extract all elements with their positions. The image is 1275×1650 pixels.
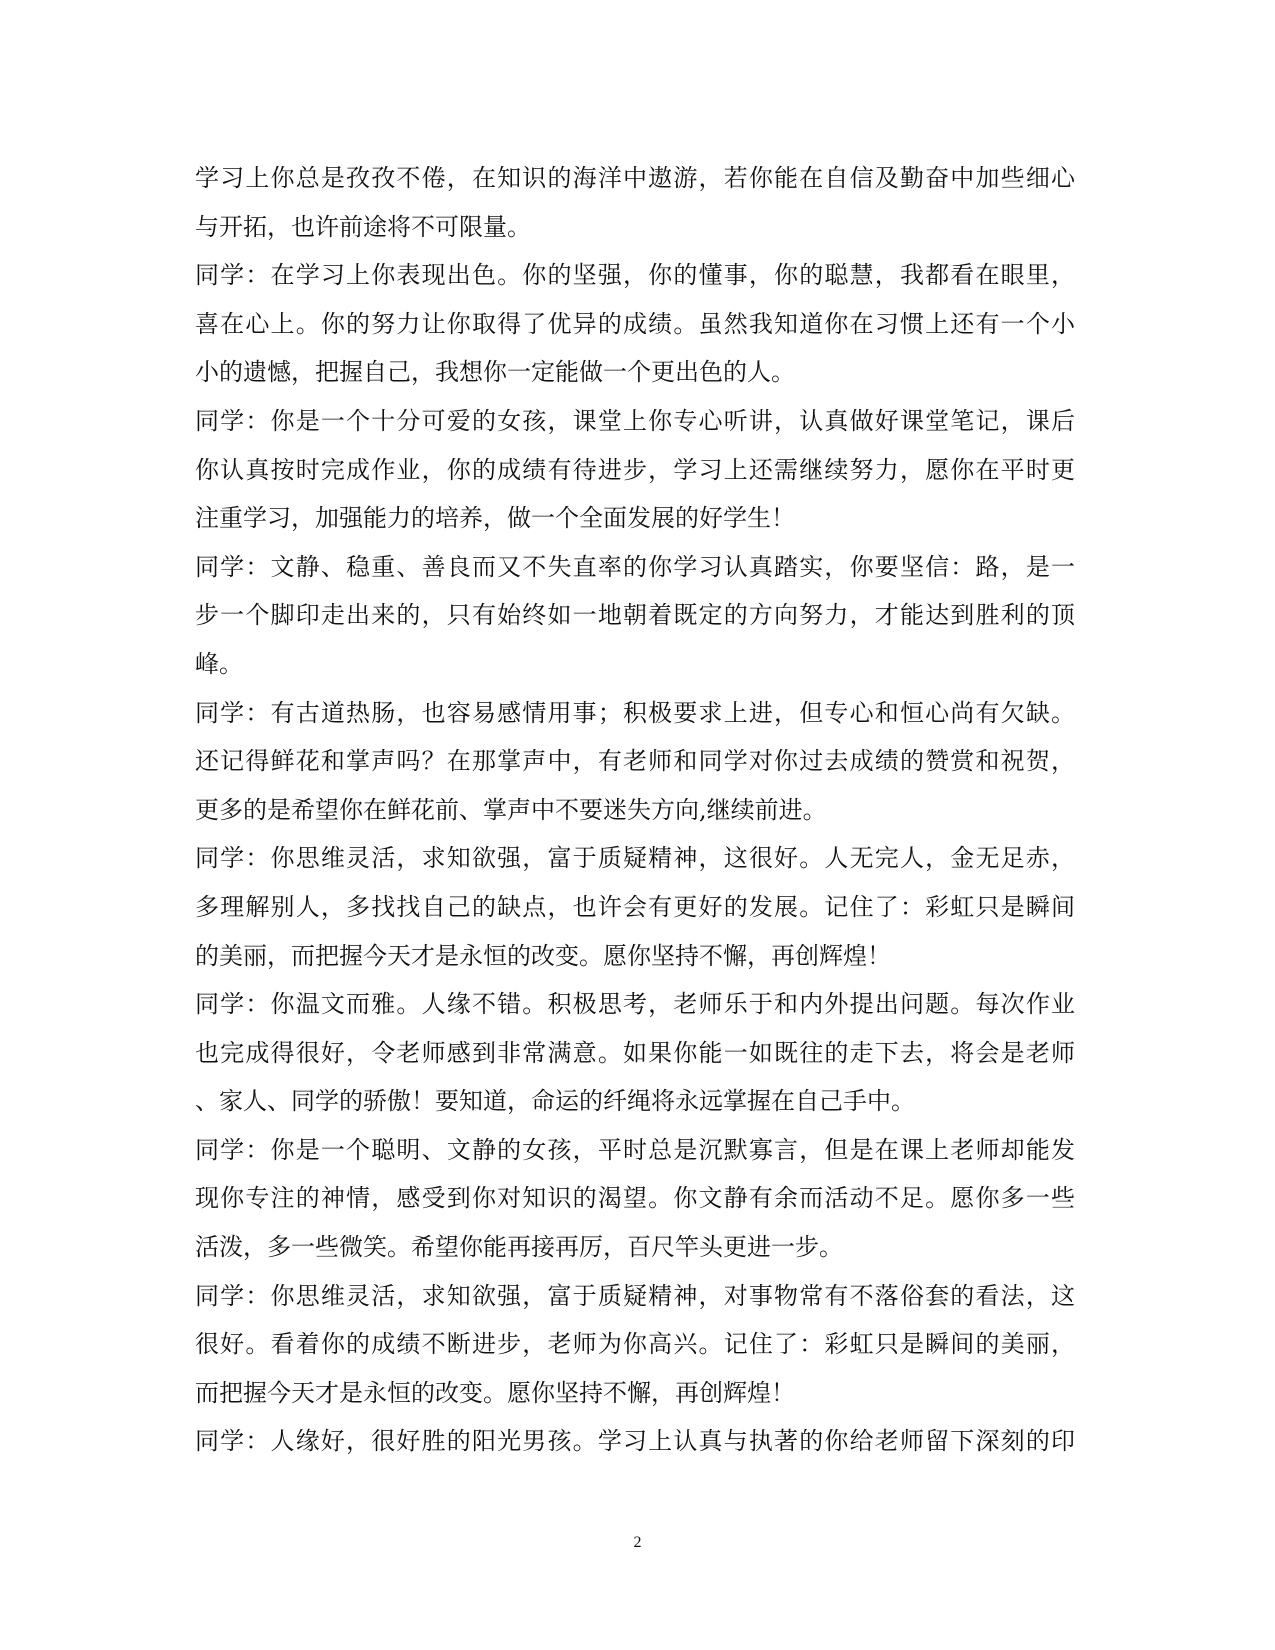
text-line: 小的遗憾，把握自己，我想你一定能做一个更出色的人。 — [195, 358, 795, 387]
text-line: 你认真按时完成作业，你的成绩有待进步，学习上还需继续努力，愿你在平时更 — [195, 455, 1075, 484]
text-line: 还记得鲜花和掌声吗？在那掌声中，有老师和同学对你过去成绩的赞赏和祝贺， — [195, 747, 1075, 776]
text-line: 也完成得很好，令老师感到非常满意。如果你能一如既往的走下去，将会是老师 — [195, 1038, 1075, 1067]
body-text — [195, 154, 1075, 1466]
text-line: 同学：你温文而雅。人缘不错。积极思考，老师乐于和内外提出问题。每次作业 — [195, 990, 1075, 1019]
text-line: 更多的是希望你在鲜花前、掌声中不要迷失方向,继续前进。 — [195, 795, 827, 824]
text-line: 同学：你思维灵活，求知欲强，富于质疑精神，对事物常有不落俗套的看法，这 — [195, 1281, 1075, 1310]
text-line: 同学：你是一个聪明、文静的女孩，平时总是沉默寡言，但是在课上老师却能发 — [195, 1135, 1075, 1164]
text-line: 同学：文静、稳重、善良而又不失直率的你学习认真踏实，你要坚信：路，是一 — [195, 552, 1075, 581]
text-line: 步一个脚印走出来的，只有始终如一地朝着既定的方向努力，才能达到胜利的顶 — [195, 601, 1075, 630]
text-line: 的美丽，而把握今天才是永恒的改变。愿你坚持不懈，再创辉煌！ — [195, 941, 891, 970]
text-line: 注重学习，加强能力的培养，做一个全面发展的好学生！ — [195, 504, 795, 533]
text-line: 活泼，多一些微笑。希望你能再接再厉，百尺竿头更进一步。 — [195, 1233, 843, 1262]
text-line: 现你专注的神情，感受到你对知识的渴望。你文静有余而活动不足。愿你多一些 — [195, 1184, 1075, 1213]
text-line: 学习上你总是孜孜不倦，在知识的海洋中遨游，若你能在自信及勤奋中加些细心 — [195, 164, 1075, 192]
text-line: 同学：在学习上你表现出色。你的坚强，你的懂事，你的聪慧，我都看在眼里， — [195, 261, 1075, 290]
text-line: 很好。看着你的成绩不断进步，老师为你高兴。记住了：彩虹只是瞬间的美丽， — [195, 1330, 1075, 1359]
text-line: 多理解别人，多找找自己的缺点，也许会有更好的发展。记住了：彩虹只是瞬间 — [195, 892, 1075, 921]
text-line: 而把握今天才是永恒的改变。愿你坚持不懈，再创辉煌！ — [195, 1378, 795, 1407]
text-line: 峰。 — [195, 649, 243, 678]
text-line: 喜在心上。你的努力让你取得了优异的成绩。虽然我知道你在习惯上还有一个小 — [195, 309, 1075, 338]
text-line: 同学：你是一个十分可爱的女孩，课堂上你专心听讲，认真做好课堂笔记，课后 — [195, 406, 1075, 435]
text-line: 、家人、同学的骄傲！要知道，命运的纤绳将永远掌握在自己手中。 — [195, 1087, 915, 1116]
text-line: 同学：你思维灵活，求知欲强，富于质疑精神，这很好。人无完人，金无足赤， — [195, 844, 1075, 873]
text-line: 同学：有古道热肠，也容易感情用事；积极要求上进，但专心和恒心尚有欠缺。 — [195, 698, 1075, 727]
page-number: 2 — [633, 1534, 642, 1551]
text-line: 同学：人缘好，很好胜的阳光男孩。学习上认真与执著的你给老师留下深刻的印 — [195, 1427, 1075, 1456]
text-line: 与开拓，也许前途将不可限量。 — [195, 212, 531, 241]
